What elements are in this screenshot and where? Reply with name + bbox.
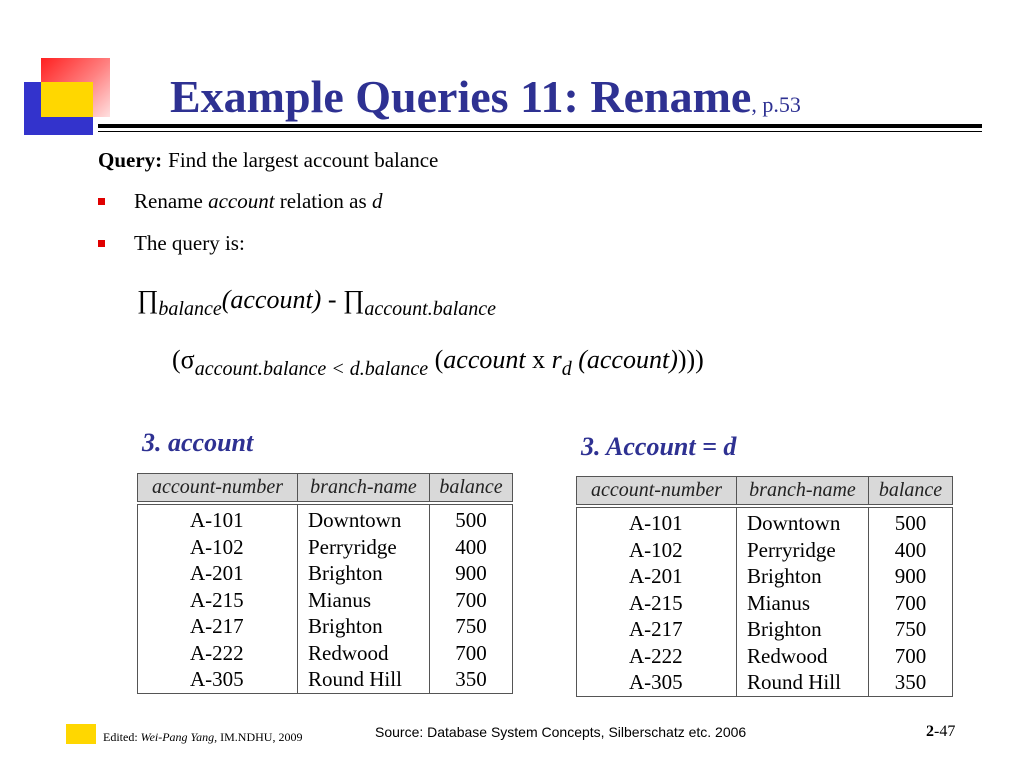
close-parens: ))) bbox=[677, 345, 704, 374]
table-cell: 700 bbox=[894, 590, 927, 615]
account-number-column bbox=[577, 508, 737, 696]
bullet-rename bbox=[134, 189, 382, 214]
table-cell: Brighton bbox=[308, 614, 383, 638]
column-header-balance: balance bbox=[439, 476, 503, 498]
column-header-branch-name: branch-name bbox=[737, 477, 869, 504]
sigma-symbol: σ bbox=[180, 345, 195, 374]
table-cell: 350 bbox=[455, 667, 487, 691]
table-cell: 900 bbox=[894, 564, 927, 588]
slide-title-suffix: , p.53 bbox=[751, 92, 801, 117]
bullet-rename-mid: relation as bbox=[274, 189, 372, 213]
table-cell: Downtown bbox=[747, 511, 841, 535]
table-cell: 500 bbox=[894, 511, 927, 535]
footer-yellow-square bbox=[66, 724, 96, 744]
table-cell: Redwood bbox=[308, 640, 389, 665]
table-cell: Mianus bbox=[747, 590, 810, 615]
rho-symbol: r bbox=[551, 345, 562, 374]
relation-account-2: (account) bbox=[578, 345, 678, 374]
table-cell: A-101 bbox=[629, 511, 683, 535]
table-header bbox=[137, 473, 513, 502]
table-body bbox=[137, 504, 513, 694]
table-cell: A-222 bbox=[629, 643, 683, 668]
table-cell: 700 bbox=[455, 640, 487, 665]
table-cell: A-101 bbox=[190, 508, 244, 532]
formula-line-1 bbox=[137, 285, 496, 321]
title-rule-thin bbox=[98, 131, 982, 132]
bullet-query-is: The query is: bbox=[134, 231, 245, 255]
table-cell: Redwood bbox=[747, 643, 828, 668]
bullet-marker bbox=[98, 198, 105, 205]
logo-yellow-square bbox=[41, 82, 93, 117]
account-number-column bbox=[138, 505, 298, 693]
table-cell: A-102 bbox=[629, 537, 683, 562]
table-cell: A-305 bbox=[629, 670, 683, 694]
column-header-account-number: account-number bbox=[138, 474, 298, 501]
column-header-branch-name: branch-name bbox=[298, 474, 430, 501]
formula-line-2 bbox=[172, 345, 704, 381]
query-text: Find the largest account balance bbox=[168, 148, 439, 172]
projection-arg-1: (account) bbox=[221, 285, 322, 314]
table-cell: 900 bbox=[455, 561, 487, 585]
table-caption-account-d: 3. Account = d bbox=[581, 432, 737, 461]
table-cell: Brighton bbox=[308, 561, 383, 585]
table-cell: A-201 bbox=[629, 564, 683, 588]
table-cell: Mianus bbox=[308, 587, 371, 612]
cross-product: x bbox=[525, 345, 552, 374]
footer-edited-label: Edited: bbox=[103, 730, 141, 744]
page-number-rest: -47 bbox=[934, 723, 956, 740]
table-cell: Round Hill bbox=[747, 670, 841, 694]
open-paren-2: ( bbox=[434, 345, 444, 374]
table-header bbox=[576, 476, 953, 505]
slide-title bbox=[170, 70, 801, 123]
table-cell: A-305 bbox=[190, 667, 244, 691]
pi-symbol-1: ∏ bbox=[137, 285, 159, 314]
slide-title-text: Example Queries 11: Rename bbox=[170, 71, 752, 122]
table-cell: Perryridge bbox=[308, 534, 397, 559]
table-caption-account: 3. account bbox=[142, 428, 254, 457]
pi-symbol-2: ∏ bbox=[343, 285, 365, 314]
table-body bbox=[576, 507, 953, 697]
table-cell: 350 bbox=[894, 670, 927, 694]
open-paren: ( bbox=[172, 345, 181, 374]
column-header-balance: balance bbox=[878, 479, 943, 501]
table-cell: A-215 bbox=[629, 590, 683, 615]
table-cell: Round Hill bbox=[308, 667, 402, 691]
table-cell: 400 bbox=[894, 537, 927, 562]
minus-sign: - bbox=[321, 285, 344, 314]
table-cell: A-222 bbox=[190, 640, 244, 665]
column-header-account-number: account-number bbox=[577, 477, 737, 504]
table-cell: A-217 bbox=[629, 617, 683, 641]
table-cell: 500 bbox=[455, 508, 487, 532]
table-cell: A-217 bbox=[190, 614, 244, 638]
query-label: Query: bbox=[98, 148, 163, 172]
query-line bbox=[98, 148, 438, 173]
table-cell: A-102 bbox=[190, 534, 244, 559]
table-cell: Brighton bbox=[747, 617, 822, 641]
table-cell: 750 bbox=[894, 617, 927, 641]
projection-attr-1: balance bbox=[158, 298, 222, 320]
selection-condition: account.balance < d.balance bbox=[194, 358, 429, 380]
table-cell: A-201 bbox=[190, 561, 244, 585]
table-cell: Perryridge bbox=[747, 537, 836, 562]
table-cell: 400 bbox=[455, 534, 487, 559]
branch-name-column bbox=[737, 508, 869, 696]
page-number-bold: 2 bbox=[926, 723, 934, 740]
footer-source: Source: Database System Concepts, Silberschatz etc. 2006 bbox=[375, 724, 747, 740]
footer-org: IM.NDHU, 2009 bbox=[217, 730, 303, 744]
relation-account-1: account bbox=[443, 345, 526, 374]
branch-name-column bbox=[298, 505, 430, 693]
footer-author: Wei-Pang Yang, bbox=[140, 730, 218, 744]
bullet-rename-relation: account bbox=[208, 189, 275, 213]
projection-attr-2: account.balance bbox=[364, 298, 497, 320]
bullet-rename-alias: d bbox=[371, 189, 383, 213]
table-cell: 700 bbox=[894, 643, 927, 668]
rho-alias: d bbox=[561, 358, 572, 380]
balance-column bbox=[869, 508, 952, 696]
table-cell: Brighton bbox=[747, 564, 822, 588]
page-number bbox=[926, 723, 955, 741]
table-cell: Downtown bbox=[308, 508, 402, 532]
table-cell: A-215 bbox=[190, 587, 244, 612]
footer-edited bbox=[103, 730, 302, 745]
table-cell: 700 bbox=[455, 587, 487, 612]
balance-column bbox=[430, 505, 512, 693]
bullet-rename-pre: Rename bbox=[134, 189, 209, 213]
title-rule-thick bbox=[98, 124, 982, 128]
table-cell: 750 bbox=[455, 614, 487, 638]
bullet-marker bbox=[98, 240, 105, 247]
